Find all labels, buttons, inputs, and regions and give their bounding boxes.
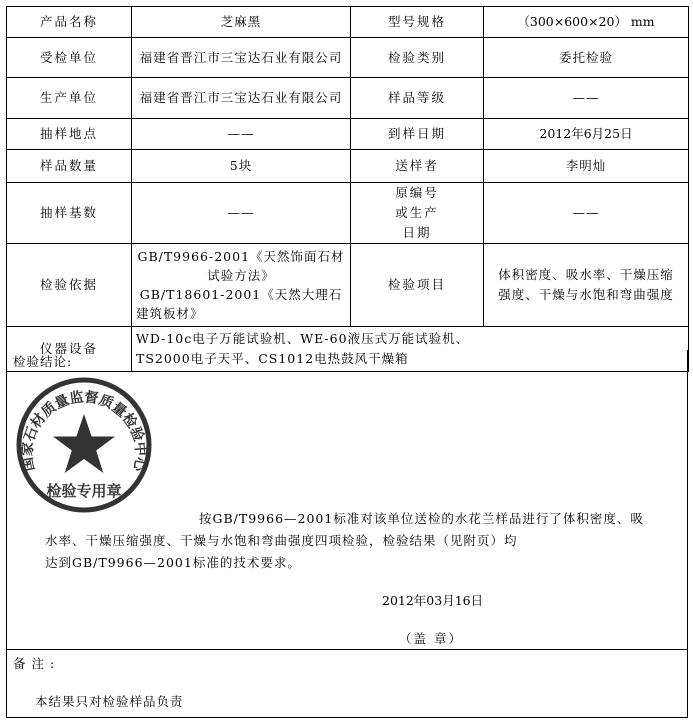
value-product-name: 芝麻黑 xyxy=(132,7,351,38)
table-row xyxy=(7,150,689,183)
inspection-info-table xyxy=(6,6,689,372)
label-sample-quantity: 样品数量 xyxy=(7,150,132,183)
value-arrival-date: 2012年6月25日 xyxy=(484,119,689,150)
table-row xyxy=(7,119,689,150)
value-producer: 福建省晋江市三宝达石业有限公司 xyxy=(132,78,351,119)
inspection-stamp xyxy=(15,376,153,514)
remarks-section xyxy=(6,650,688,718)
value-inspection-type: 委托检验 xyxy=(484,38,689,78)
value-sampling-base: —— xyxy=(132,183,351,244)
value-inspection-items: 体积密度、吸水率、干燥压缩强度、干燥与水饱和弯曲强度 xyxy=(484,244,689,327)
label-model-spec: 型号规格 xyxy=(351,7,484,38)
label-sender: 送样者 xyxy=(351,150,484,183)
equipment-line: WD-10c电子万能试验机、WE-60液压式万能试验机、 xyxy=(136,331,470,346)
stamp-bottom-text: 检验专用章 xyxy=(46,482,122,500)
label-inspection-type: 检验类别 xyxy=(351,38,484,78)
value-sampling-location: —— xyxy=(132,119,351,150)
remarks-text: 本结果只对检验样品负责 xyxy=(35,694,184,709)
basis-line: GB/T9966-2001《天然饰面石材 xyxy=(137,249,345,264)
value-sample-quantity: 5块 xyxy=(132,150,351,183)
basis-line: 试验方法》 xyxy=(207,268,275,283)
conclusion-line: 达到GB/T9966—2001标准的技术要求。 xyxy=(45,555,301,570)
star-icon xyxy=(53,414,115,473)
label-inspected-unit: 受检单位 xyxy=(7,38,132,78)
stamp-ring-text: 国家石材质量监督质量检验中心 xyxy=(19,389,149,473)
label-product-name: 产品名称 xyxy=(7,7,132,38)
table-row xyxy=(7,7,689,38)
value-sender: 李明灿 xyxy=(484,150,689,183)
label-original-number: 原编号或生产日期 xyxy=(351,183,484,244)
table-row xyxy=(7,38,689,78)
conclusion-text xyxy=(45,508,675,574)
basis-line: 建筑板材》 xyxy=(136,306,204,321)
label-inspection-items: 检验项目 xyxy=(351,244,484,327)
label-inspection-basis: 检验依据 xyxy=(7,244,132,327)
conclusion-line: 水率、干燥压缩强度、干燥与水饱和弯曲强度四项检验，检验结果（见附页）均 xyxy=(45,533,518,548)
label-producer: 生产单位 xyxy=(7,78,132,119)
conclusion-line: 按GB/T9966—2001标准对该单位送检的水花兰样品进行了体积密度、吸 xyxy=(199,511,644,526)
equipment-line: TS2000电子天平、CS1012电热鼓风干燥箱 xyxy=(136,351,409,366)
seal-note: （盖 章） xyxy=(399,631,463,646)
label-sampling-base: 抽样基数 xyxy=(7,183,132,244)
value-inspection-basis xyxy=(132,244,351,327)
table-row xyxy=(7,183,689,244)
conclusion-section xyxy=(6,350,688,650)
table-row xyxy=(7,78,689,119)
value-sample-grade: —— xyxy=(484,78,689,119)
conclusion-label: 检验结论: xyxy=(13,354,73,369)
value-inspected-unit: 福建省晋江市三宝达石业有限公司 xyxy=(132,38,351,78)
label-equipment: 仪器设备 xyxy=(7,327,132,372)
conclusion-date: 2012年03月16日 xyxy=(382,593,484,608)
label-sampling-location: 抽样地点 xyxy=(7,119,132,150)
value-model-spec: （300×600×20） mm xyxy=(484,7,689,38)
table-row xyxy=(7,244,689,327)
basis-line: GB/T18601-2001《天然大理石 xyxy=(139,287,343,302)
remarks-label: 备注: xyxy=(13,656,61,671)
label-sample-grade: 样品等级 xyxy=(351,78,484,119)
label-arrival-date: 到样日期 xyxy=(351,119,484,150)
value-original-number: —— xyxy=(484,183,689,244)
